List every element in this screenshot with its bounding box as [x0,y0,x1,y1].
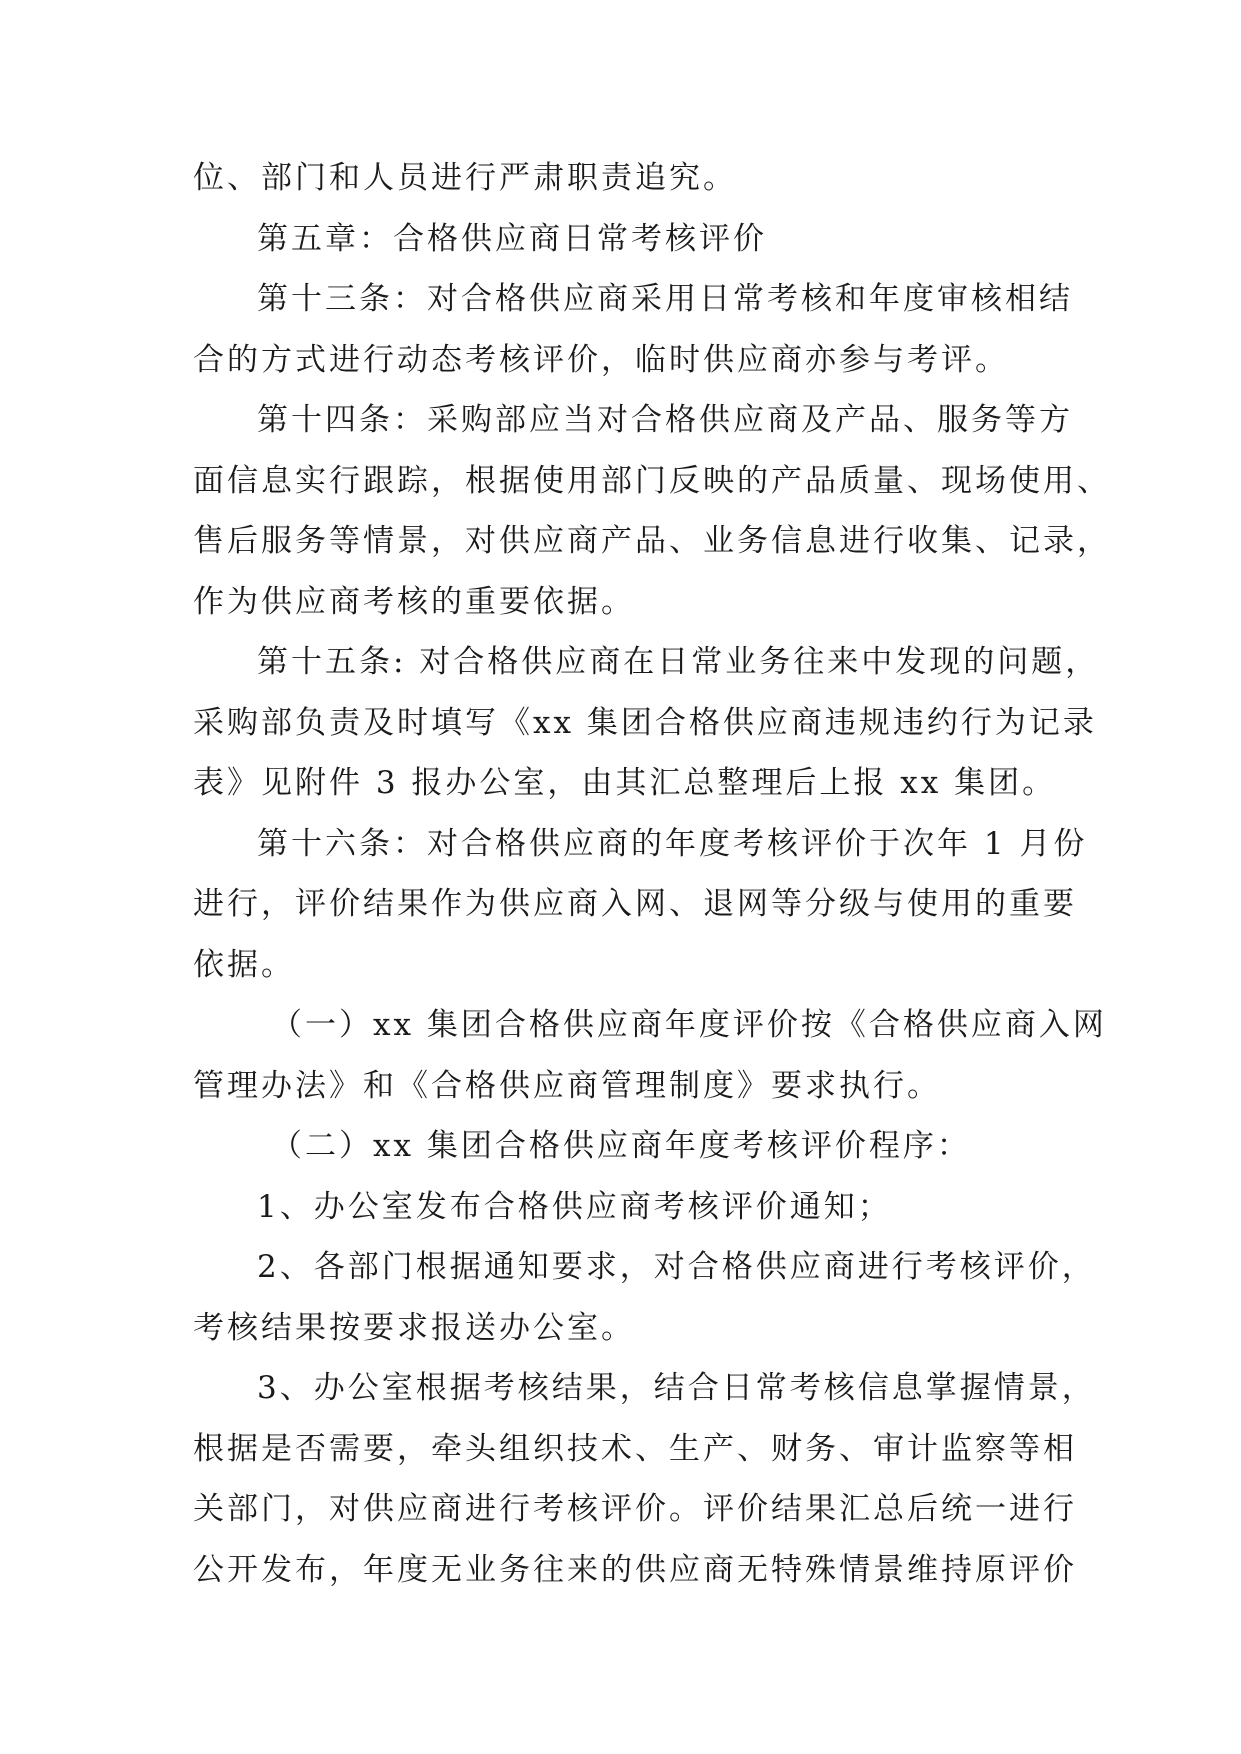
text-line: 位、部门和人员进行严肃职责追究。 [193,160,737,196]
text-line: 考核结果按要求报送办公室。 [193,1309,635,1346]
text-line: （二）xx 集团合格供应商年度考核评价程序： [271,1128,971,1164]
text-line: 表》见附件 3 报办公室，由其汇总整理后上报 xx 集团。 [193,765,1057,801]
text-line: 合的方式进行动态考核评价，临时供应商亦参与考评。 [193,341,1009,378]
text-line: 第十六条：对合格供应商的年度考核评价于次年 1 月份 [257,825,1088,862]
document-body [193,148,1111,1600]
text-line: （一）xx 集团合格供应商年度评价按《合格供应商入网 [271,1007,1107,1043]
text-line: 第十三条：对合格供应商采用日常考核和年度审核相结 [257,281,1073,317]
text-line: 售后服务等情景，对供应商产品、业务信息进行收集、记录， [193,523,1111,559]
chapter-heading: 第五章：合格供应商日常考核评价 [257,220,767,257]
text-line: 2、各部门根据通知要求，对合格供应商进行考核评价， [257,1249,1096,1285]
text-line: 第十四条：采购部应当对合格供应商及产品、服务等方 [257,402,1073,438]
text-line: 管理办法》和《合格供应商管理制度》要求执行。 [193,1067,941,1104]
text-line: 关部门，对供应商进行考核评价。评价结果汇总后统一进行 [193,1491,1077,1527]
text-line: 1、办公室发布合格供应商考核评价通知； [257,1188,892,1225]
text-line: 面信息实行跟踪，根据使用部门反映的产品质量、现场使用、 [193,462,1111,499]
text-line: 公开发布，年度无业务往来的供应商无特殊情景维持原评价 [193,1551,1077,1588]
text-line: 依据。 [193,946,295,983]
text-line: 采购部负责及时填写《xx 集团合格供应商违规违约行为记录 [193,704,1097,741]
text-line: 根据是否需要，牵头组织技术、生产、财务、审计监察等相 [193,1430,1077,1467]
text-line: 进行，评价结果作为供应商入网、退网等分级与使用的重要 [193,886,1077,922]
text-line: 3、办公室根据考核结果，结合日常考核信息掌握情景， [257,1370,1096,1406]
text-line: 第十五条: 对合格供应商在日常业务往来中发现的问题， [257,644,1100,680]
text-line: 作为供应商考核的重要依据。 [193,583,635,620]
